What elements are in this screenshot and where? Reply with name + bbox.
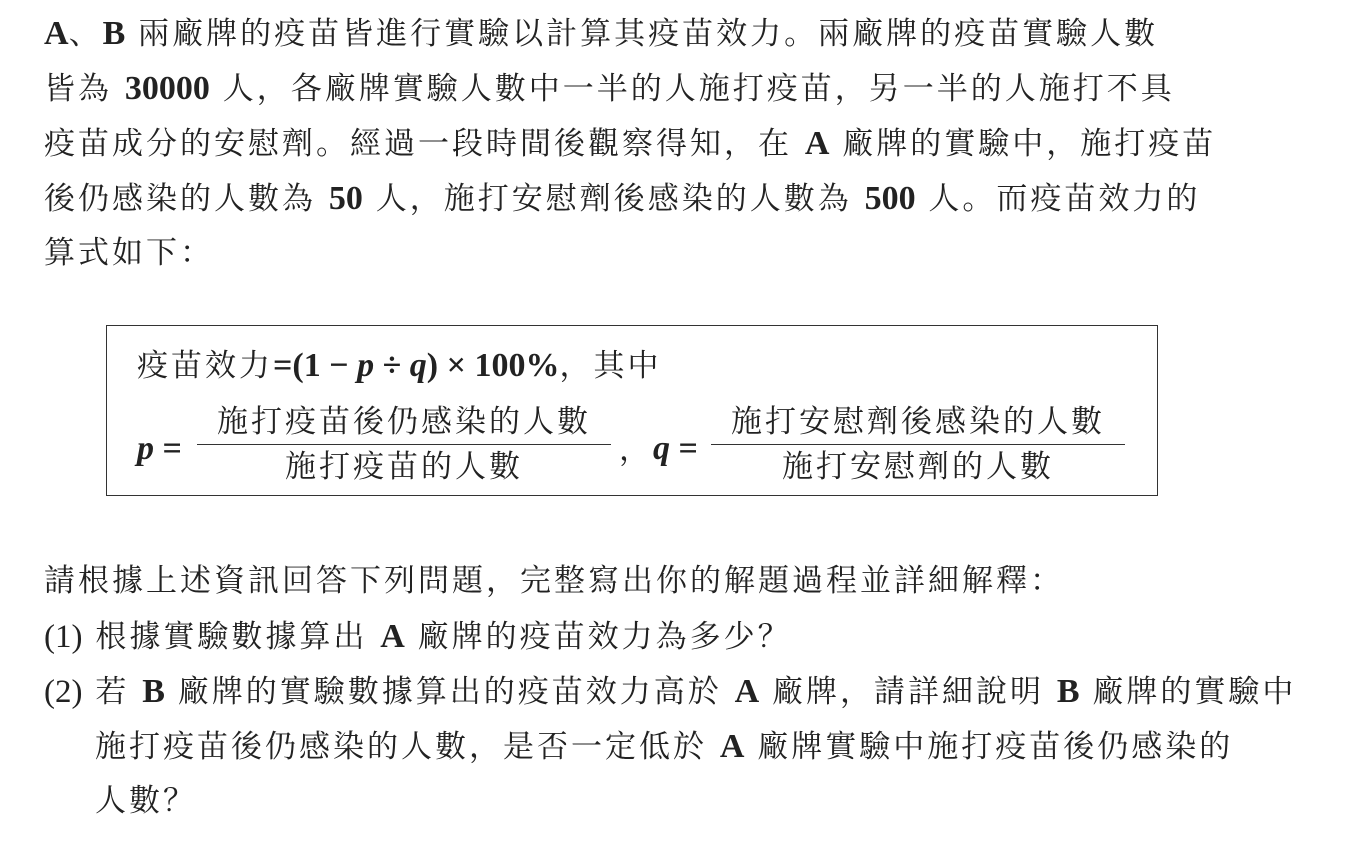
- formula-trailing: ，其中: [559, 348, 662, 384]
- q-fraction: [711, 402, 1125, 487]
- questions-section: [44, 554, 1297, 829]
- equals-sign: =: [273, 347, 293, 384]
- question-1: [44, 609, 1284, 664]
- p-label: p: [137, 430, 154, 467]
- emphasis-text: B: [1056, 673, 1080, 710]
- text-run: 疫苗成分的安慰劑。經過一段時間後觀察得知，在: [44, 126, 805, 162]
- question-1-text: [82, 619, 791, 655]
- q-denominator: 施打安慰劑的人數: [782, 449, 1054, 485]
- question-2-continued: [44, 719, 1284, 774]
- text-run: 人，施打安慰劑後感染的人數為: [362, 181, 865, 217]
- text-run: 後仍感染的人數為: [44, 181, 329, 217]
- q-equals: =: [670, 430, 698, 467]
- emphasis-text: A: [734, 673, 760, 710]
- emphasis-text: A: [380, 618, 405, 655]
- p-denominator: 施打疫苗的人數: [285, 449, 523, 485]
- separator-comma: ，: [619, 432, 650, 468]
- p-fraction: [197, 402, 611, 487]
- q-label: q: [653, 430, 670, 467]
- p-definition-label: [137, 430, 182, 468]
- text-run: 廠牌，請詳細說明: [759, 674, 1057, 710]
- intro-line: [44, 226, 1274, 281]
- efficacy-formula: [137, 340, 661, 385]
- p-equals: =: [154, 430, 182, 467]
- text-run: 兩廠牌的疫苗皆進行實驗以計算其疫苗效力。兩廠牌的疫苗實驗人數: [125, 16, 1159, 52]
- text-run: 、: [68, 16, 103, 52]
- intro-line: [44, 116, 1274, 171]
- text-run: 算式如下：: [44, 235, 214, 271]
- text-run: 廠牌的實驗數據算出的疫苗效力高於: [164, 674, 735, 710]
- emphasis-text: 500: [864, 180, 916, 217]
- formula-box: [106, 325, 1158, 496]
- text-run: 皆為: [44, 71, 125, 107]
- p-numerator: 施打疫苗後仍感染的人數: [217, 404, 591, 440]
- formula-q-var: q: [409, 347, 427, 384]
- text-run: 人數？: [95, 783, 197, 819]
- text-run: 廠牌的實驗中，施打疫苗: [829, 126, 1217, 162]
- efficacy-label: 疫苗效力: [137, 348, 273, 384]
- formula-open: (1 −: [292, 347, 358, 384]
- emphasis-text: 30000: [124, 70, 210, 107]
- q-numerator: 施打安慰劑後感染的人數: [731, 404, 1105, 440]
- text-run: 根據實驗數據算出: [82, 619, 381, 655]
- intro-line: [44, 61, 1274, 116]
- questions-prompt: 請根據上述資訊回答下列問題，完整寫出你的解題過程並詳細解釋：: [44, 563, 1064, 599]
- formula-close: ) × 100%: [426, 347, 560, 384]
- q-definition-label: [653, 430, 698, 468]
- text-run: 人。而疫苗效力的: [915, 181, 1201, 217]
- intro-line: [44, 171, 1274, 226]
- text-run: 施打疫苗後仍感染的人數，是否一定低於: [95, 729, 720, 765]
- question-2: [44, 664, 1297, 719]
- formula-p-var: p: [357, 347, 375, 384]
- emphasis-text: A: [44, 15, 69, 52]
- emphasis-text: B: [142, 673, 165, 710]
- problem-intro: [44, 6, 1274, 281]
- intro-line: [44, 6, 1274, 61]
- question-number: (1): [44, 619, 83, 655]
- text-run: 廠牌實驗中施打疫苗後仍感染的: [744, 729, 1234, 765]
- question-2-text: [82, 674, 1296, 710]
- emphasis-text: 50: [328, 180, 363, 217]
- emphasis-text: A: [719, 728, 745, 765]
- question-2-continued: [44, 774, 1284, 829]
- text-run: 人，各廠牌實驗人數中一半的人施打疫苗，另一半的人施打不具: [209, 71, 1175, 107]
- emphasis-text: B: [102, 15, 126, 52]
- text-run: 若: [82, 674, 143, 710]
- emphasis-text: A: [804, 125, 830, 162]
- formula-divide: ÷: [374, 347, 410, 384]
- text-run: 廠牌的疫苗效力為多少？: [404, 619, 792, 655]
- question-number: (2): [44, 674, 83, 710]
- text-run: 廠牌的實驗中: [1079, 674, 1297, 710]
